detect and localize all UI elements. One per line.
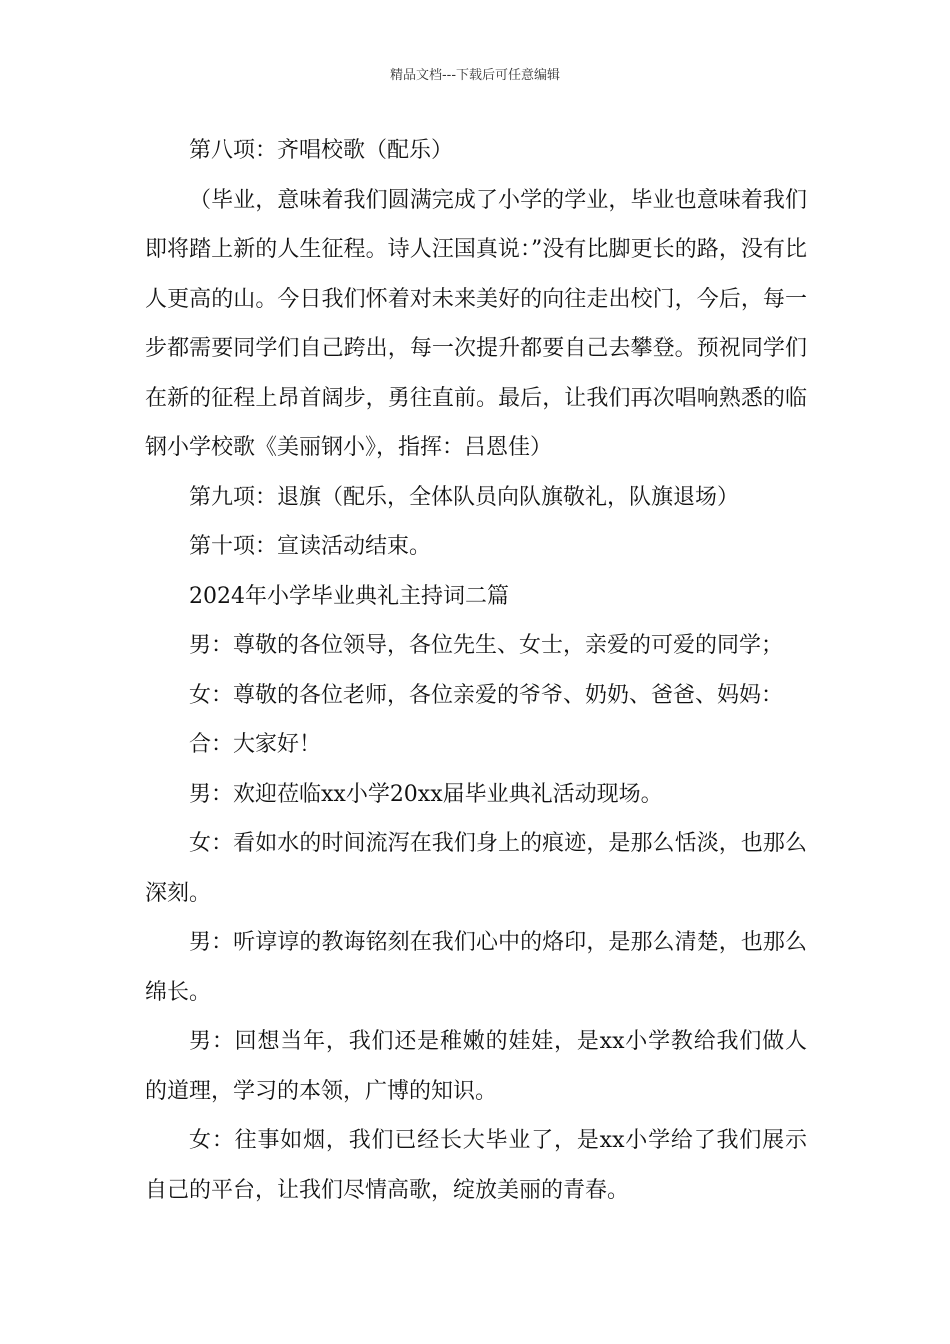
dialogue-line: 女：往事如烟，我们已经长大毕业了，是xx小学给了我们展示自己的平台，让我们尽情高歌，绽放美丽的青春。	[145, 1128, 807, 1203]
section-title: 2024年小学毕业典礼主持词二篇	[189, 583, 509, 609]
paragraph-item-8: 第八项：齐唱校歌（配乐）	[189, 138, 454, 163]
dialogue-line: 男：回想当年，我们还是稚嫩的娃娃，是xx小学教给我们做人的道理，学习的本领，广博的知识。	[145, 1029, 807, 1104]
paragraph-school-song-note: （毕业，意味着我们圆满完成了小学的学业，毕业也意味着我们即将踏上新的人生征程。诗人汪国真说：”没有比脚更长的路，没有比人更高的山。今日我们怀着对未来美好的向往走出校门，今后，每一步都需要同学们自己跨出，每一次提升都要自己去攀登。预祝同学们在新的征程上昂首阔步，勇往直前。最后，让我们再次唱响熟悉的临钢小学校歌《美丽钢小》，指挥：吕恩佳）	[145, 187, 807, 460]
paragraph-item-10: 第十项：宣读活动结束。	[189, 534, 432, 559]
document-body	[145, 126, 807, 1215]
dialogue-line: 男：听谆谆的教诲铭刻在我们心中的烙印，是那么清楚，也那么绵长。	[145, 930, 807, 1005]
page-header: 精品文档---下载后可任意编辑	[389, 68, 561, 83]
dialogue-line: 女：看如水的时间流泻在我们身上的痕迹，是那么恬淡，也那么深刻。	[145, 831, 807, 906]
dialogue-line: 男：尊敬的各位领导，各位先生、女士，亲爱的可爱的同学；	[189, 633, 784, 658]
paragraph-item-9: 第九项：退旗（配乐，全体队员向队旗敬礼，队旗退场）	[189, 484, 740, 510]
dialogue-line: 男：欢迎莅临xx小学20xx届毕业典礼活动现场。	[189, 781, 663, 807]
dialogue-line: 女：尊敬的各位老师，各位亲爱的爷爷、奶奶、爸爸、妈妈：	[189, 682, 784, 708]
dialogue-line: 合：大家好！	[189, 732, 322, 757]
